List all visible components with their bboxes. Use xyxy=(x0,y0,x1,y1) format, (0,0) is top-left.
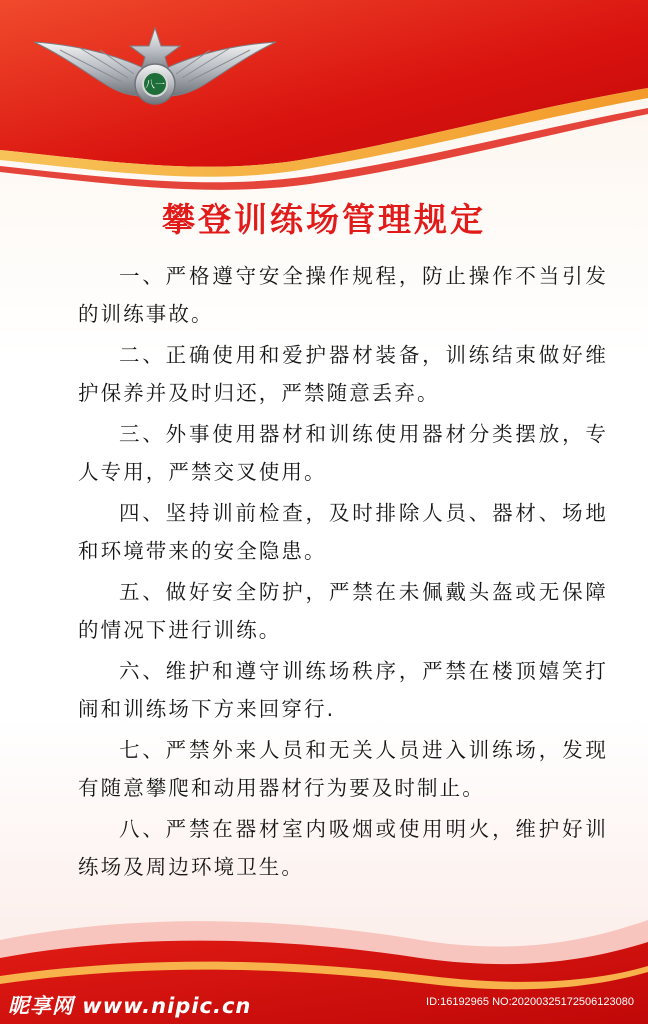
image-id-text: ID:16192965 NO:20200325172506123080 xyxy=(426,996,634,1008)
air-force-wings-emblem-icon xyxy=(30,24,280,114)
rule-item-8: 八、严禁在器材室内吸烟或使用明火，维护好训练场及周边环境卫生。 xyxy=(78,817,608,879)
rule-item-5: 五、做好安全防护，严禁在未佩戴头盔或无保障的情况下进行训练。 xyxy=(78,580,608,642)
rule-item-1: 一、严格遵守安全操作规程，防止操作不当引发的训练事故。 xyxy=(78,264,608,326)
rule-item-7: 七、严禁外来人员和无关人员进入训练场，发现有随意攀爬和动用器材行为要及时制止。 xyxy=(78,738,608,800)
rule-item-2: 二、正确使用和爱护器材装备，训练结束做好维护保养并及时归还，严禁随意丢弃。 xyxy=(78,343,608,405)
page-title: 攀登训练场管理规定 xyxy=(162,200,486,239)
svg-text:八一: 八一 xyxy=(145,80,165,91)
rule-item-6: 六、维护和遵守训练场秩序，严禁在楼顶嬉笑打闹和训练场下方来回穿行. xyxy=(78,659,608,721)
rule-item-4: 四、坚持训前检查，及时排除人员、器材、场地和环境带来的安全隐患。 xyxy=(78,501,608,563)
rules-list xyxy=(78,258,608,890)
rule-item-3: 三、外事使用器材和训练使用器材分类摆放，专人专用，严禁交叉使用。 xyxy=(78,422,608,484)
watermark-logo: 昵享网 www.nipic.cn xyxy=(8,994,252,1018)
